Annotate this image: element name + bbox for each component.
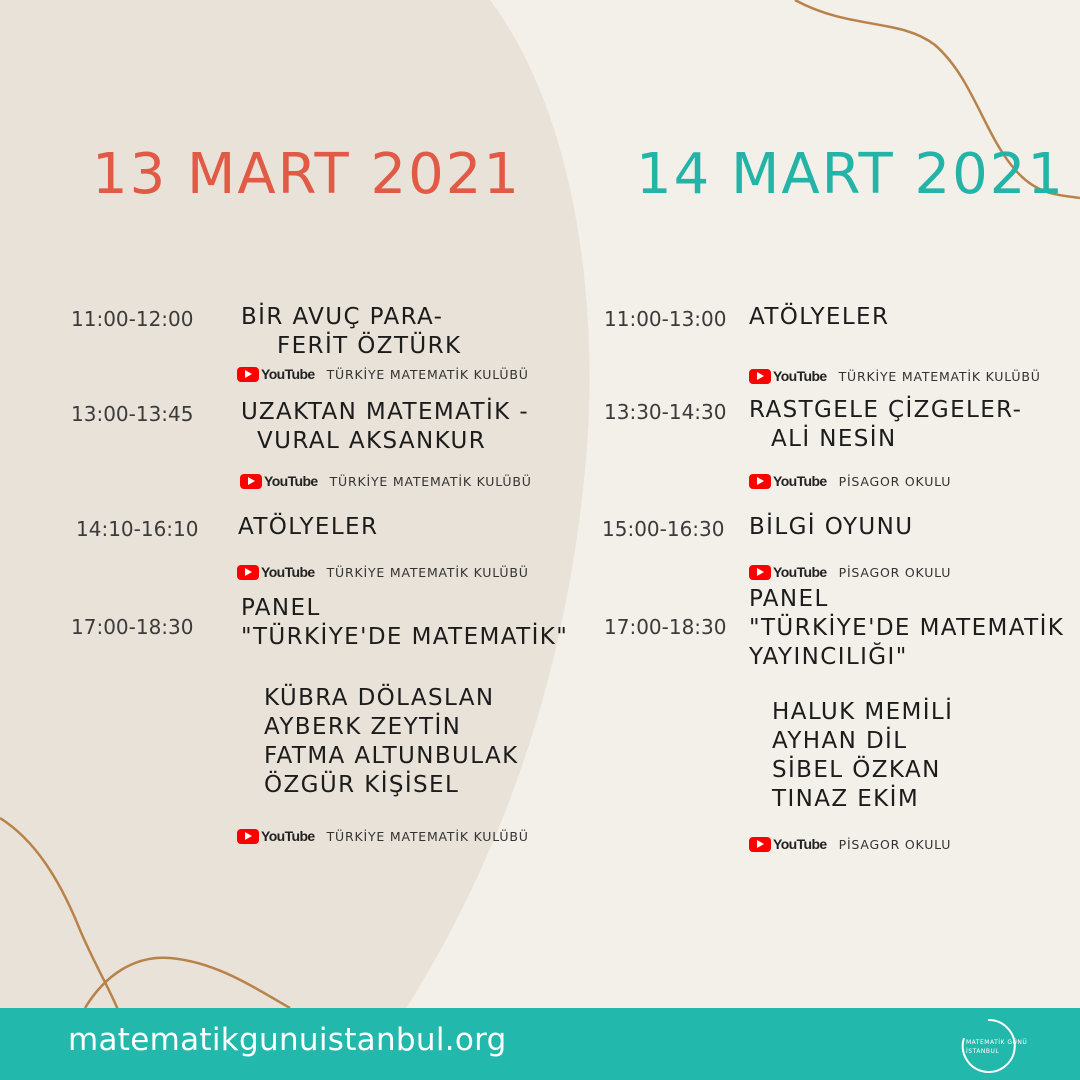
title-line: PANEL (241, 595, 321, 621)
day1-event3-time: 14:10-16:10 (76, 517, 199, 541)
panelist: KÜBRA DÖLASLAN (264, 685, 495, 711)
title-line: "TÜRKİYE'DE MATEMATİK (749, 615, 1065, 641)
youtube-icon: YouTube (237, 564, 315, 580)
day2-event4-youtube[interactable] (749, 836, 951, 852)
matematik-gunu-logo (958, 1016, 1028, 1076)
youtube-icon: YouTube (749, 836, 827, 852)
logo-line: İSTANBUL (966, 1048, 1000, 1055)
day2-event4-title (749, 585, 1064, 672)
youtube-icon: YouTube (749, 564, 827, 580)
day1-event4-youtube[interactable] (237, 828, 529, 844)
day1-event3-youtube[interactable] (237, 564, 529, 580)
youtube-icon: YouTube (237, 366, 315, 382)
day2-event1-youtube[interactable] (749, 368, 1041, 384)
day2-event4-time: 17:00-18:30 (604, 615, 727, 639)
day2-event4-panelists (772, 698, 953, 814)
youtube-icon: YouTube (240, 473, 318, 489)
footer-bar (0, 1008, 1080, 1080)
website-link[interactable]: matematikgunuistanbul.org (68, 1022, 507, 1058)
day2-event3-youtube[interactable] (749, 564, 951, 580)
channel-name: TÜRKİYE MATEMATİK KULÜBÜ (329, 473, 532, 489)
panelist: FATMA ALTUNBULAK (264, 743, 519, 769)
day1-event4-title (241, 594, 568, 652)
day2-event3-time: 15:00-16:30 (602, 517, 725, 541)
day1-event2-youtube[interactable] (240, 473, 532, 489)
channel-name: PİSAGOR OKULU (838, 836, 952, 852)
title-line: "TÜRKİYE'DE MATEMATİK" (241, 624, 569, 650)
day1-event2-title (241, 398, 529, 456)
day1-event1-title (241, 303, 462, 361)
channel-name: TÜRKİYE MATEMATİK KULÜBÜ (838, 368, 1041, 384)
day2-event1-time: 11:00-13:00 (604, 307, 727, 331)
panelist: SİBEL ÖZKAN (772, 757, 941, 783)
day2-event1-title (749, 303, 889, 332)
title-line: YAYINCILIĞI" (749, 644, 908, 670)
panelist: HALUK MEMİLİ (772, 699, 954, 725)
panelist: ÖZGÜR KİŞİSEL (264, 772, 460, 798)
title-line: ATÖLYELER (749, 304, 890, 330)
channel-name: PİSAGOR OKULU (838, 564, 952, 580)
channel-name: TÜRKİYE MATEMATİK KULÜBÜ (326, 828, 529, 844)
channel-name: PİSAGOR OKULU (838, 473, 952, 489)
day1-event4-panelists (264, 684, 519, 800)
title-line: UZAKTAN MATEMATİK - (241, 399, 530, 425)
channel-name: TÜRKİYE MATEMATİK KULÜBÜ (326, 366, 529, 382)
title-line: BİLGİ OYUNU (749, 514, 914, 540)
day1-event3-title (238, 513, 378, 542)
day2-event3-title (749, 513, 913, 542)
youtube-icon: YouTube (749, 473, 827, 489)
youtube-icon: YouTube (749, 368, 827, 384)
day1-title: 13 MART 2021 (92, 142, 522, 207)
title-line: FERİT ÖZTÜRK (277, 333, 462, 359)
title-line: BİR AVUÇ PARA- (241, 304, 444, 330)
day2-event2-title (749, 396, 1022, 454)
panelist: AYHAN DİL (772, 728, 908, 754)
logo-line: MATEMATİK GÜNÜ (966, 1039, 1028, 1046)
youtube-icon: YouTube (237, 828, 315, 844)
day1-event1-time: 11:00-12:00 (71, 307, 194, 331)
title-line: ALİ NESİN (771, 426, 897, 452)
title-line: ATÖLYELER (238, 514, 379, 540)
day2-event2-time: 13:30-14:30 (604, 400, 727, 424)
day2-title: 14 MART 2021 (636, 142, 1066, 207)
title-line: VURAL AKSANKUR (257, 428, 487, 454)
panelist: AYBERK ZEYTİN (264, 714, 462, 740)
title-line: RASTGELE ÇİZGELER- (749, 397, 1023, 423)
day1-event2-time: 13:00-13:45 (71, 402, 194, 426)
day2-event2-youtube[interactable] (749, 473, 951, 489)
channel-name: TÜRKİYE MATEMATİK KULÜBÜ (326, 564, 529, 580)
day1-event4-time: 17:00-18:30 (71, 615, 194, 639)
title-line: PANEL (749, 586, 829, 612)
panelist: TINAZ EKİM (772, 786, 920, 812)
day1-event1-youtube[interactable] (237, 366, 529, 382)
